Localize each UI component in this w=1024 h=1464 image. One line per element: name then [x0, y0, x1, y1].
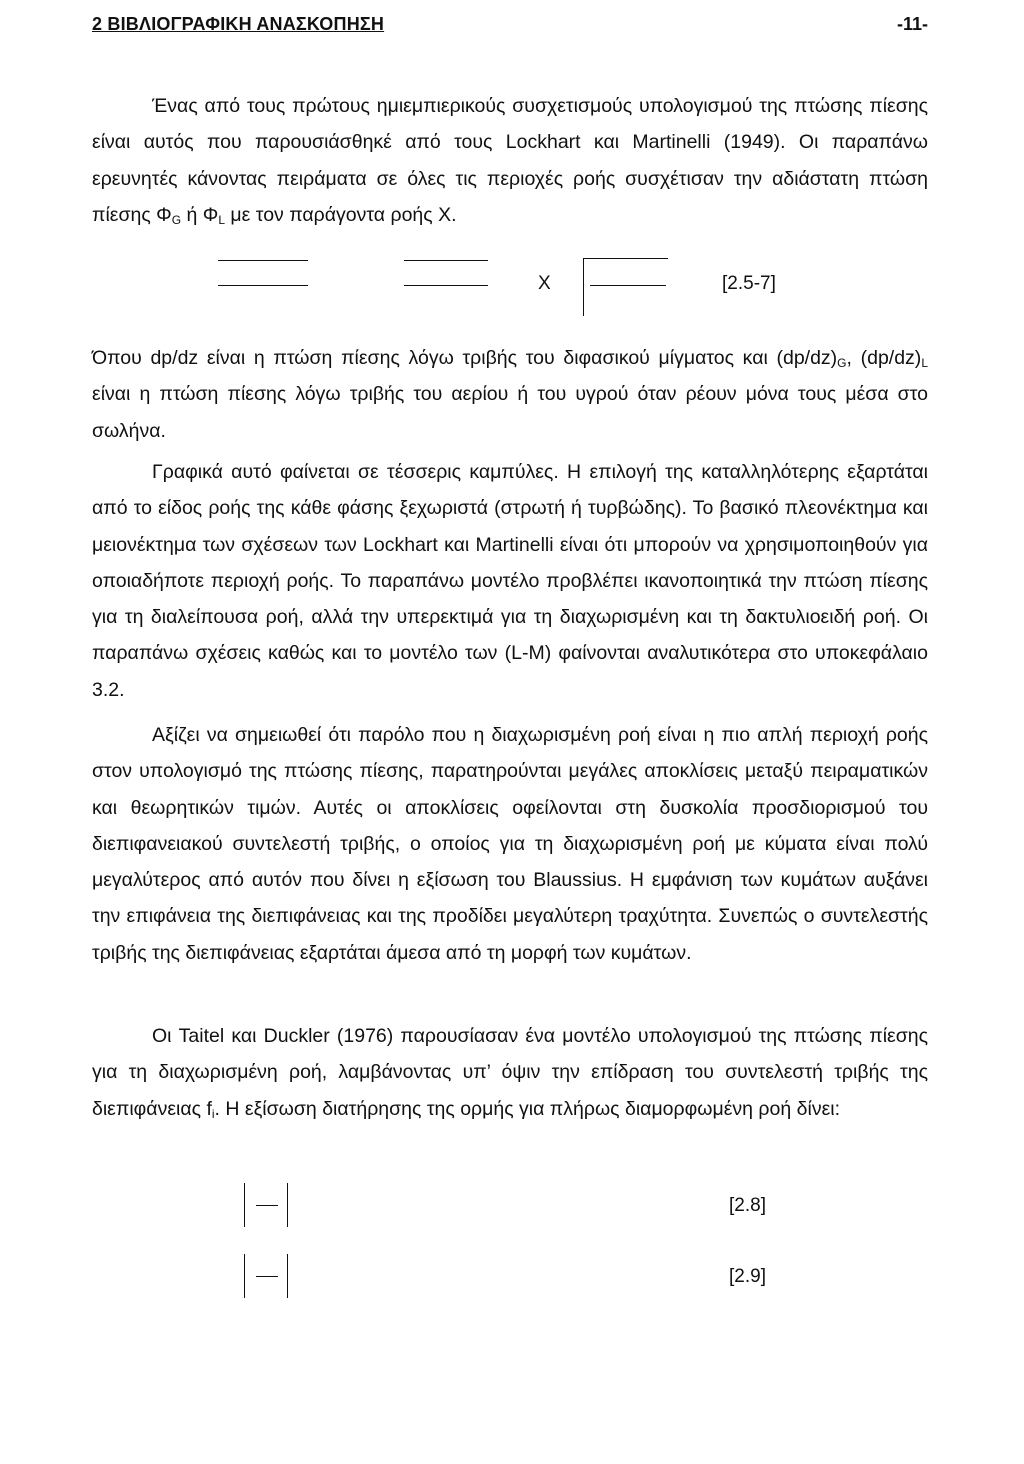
p1-text-c: με τον παράγοντα ροής Χ. [225, 203, 457, 226]
p2-sub-l: L [921, 356, 928, 370]
p2-text-b: , (dp/dz) [846, 347, 922, 369]
paragraph-2 [92, 340, 928, 449]
eq1-symbol: Χ [538, 273, 551, 294]
section-title: 2 ΒΙΒΛΙΟΓΡΑΦΙΚΗ ΑΝΑΣΚΟΠΗΣΗ [92, 14, 385, 34]
p2-sub-g: G [837, 356, 847, 370]
eq2-fraction-bar [256, 1205, 278, 1206]
eq3-fraction-bar [256, 1276, 278, 1277]
eq1-rule-1 [218, 260, 308, 261]
eq1-sqrt-top [583, 258, 668, 259]
p5-text-a: Οι Taitel και Duckler (1976) παρουσίασαν ένα μοντέλο υπολογισμού της πτώσης πίεσης για τη διαχωρισμένη ροή, λαμβάνοντας υπ’ όψιν την επίδραση του συντελεστή τριβής της διεπιφάνειας f [92, 1025, 928, 1120]
page-header [92, 14, 928, 40]
eq1-rule-3 [218, 285, 308, 286]
p2-text-a: Όπου dp/dz είναι η πτώση πίεσης λόγω τριβής του διφασικού μίγματος και (dp/dz) [92, 347, 838, 369]
p2-text-c: είναι η πτώση πίεσης λόγω τριβής του αερίου ή του υγρού όταν ρέουν μόνα τους μέσα στο σωλήνα. [92, 383, 928, 442]
paragraph-3: Γραφικά αυτό φαίνεται σε τέσσερις καμπύλες. Η επιλογή της καταλληλότερης εξαρτάται από το είδος ροής της κάθε φάσης ξεχωριστά (στρωτή ή τυρβώδης). Το βασικό πλεονέκτημα και μειονέκτημα των σχέσεων των Lockhart και Martinelli είναι ότι μπορούν να χρησιμοποιηθούν για οποιαδήποτε περιοχή ροής. Το παραπάνω μοντέλο προβλέπει ικανοποιητικά την πτώση πίεσης για τη διαλείπουσα ροή, αλλά την υπερεκτιμά για τη διαχωρισμένη και τη δακτυλιοειδή ροή. Οι παραπάνω σχέσεις καθώς και το μοντέλο των (L-M) φαίνονται αναλυτικότερα στο υποκεφάλαιο 3.2. [92, 461, 928, 701]
p1-sub-g: G [171, 212, 182, 227]
eq1-rule-2 [404, 260, 488, 261]
eq2-right-bracket [287, 1183, 288, 1227]
eq2-left-bracket [244, 1183, 245, 1227]
eq1-rule-4 [404, 285, 488, 286]
eq1-label: [2.5-7] [722, 273, 776, 294]
eq1-sqrt-rule [590, 285, 666, 286]
p1-text-a: Ένας από τους πρώτους ημιεμπιερικούς συσχετισμούς υπολογισμού της πτώσης πίεσης είναι αυτός που παρουσιάσθηκέ από τους Lockhart και Martinelli (1949). Οι παραπάνω ερευνητές κάνοντας πειράματα σε όλες τις περιοχές ροής συσχέτισαν την αδιάστατη πτώση πίεσης Φ [92, 95, 928, 226]
page-number: -11- [896, 14, 928, 34]
eq3-left-bracket [244, 1254, 245, 1298]
eq2-label: [2.8] [729, 1195, 766, 1216]
paragraph-1 [92, 88, 928, 233]
paragraph-5 [92, 1018, 928, 1127]
eq3-label: [2.9] [729, 1266, 766, 1287]
paragraph-4: Αξίζει να σημειωθεί ότι παρόλο που η διαχωρισμένη ροή είναι η πιο απλή περιοχή ροής στον υπολογισμό της πτώσης πίεσης, παρατηρούνται μεγάλες αποκλίσεις μεταξύ πειραματικών και θεωρητικών τιμών. Αυτές οι αποκλίσεις οφείλονται στη δυσκολία προσδιορισμού του διεπιφανειακού συντελεστή τριβής, ο οποίος για τη διαχωρισμένη ροή με κύματα είναι πολύ μεγαλύτερος από αυτόν που δίνει η εξίσωση του Blaussius. Η εμφάνιση των κυμάτων αυξάνει την επιφάνεια της διεπιφάνειας και της προδίδει μεγαλύτερη τραχύτητα. Συνεπώς ο συντελεστής τριβής της διεπιφάνειας εξαρτάται άμεσα από τη μορφή των κυμάτων. [92, 724, 928, 964]
p1-text-b: ή Φ [181, 203, 219, 226]
p5-text-b: . Η εξίσωση διατήρησης της ορμής για πλήρως διαμορφωμένη ροή δίνει: [214, 1097, 841, 1120]
p5-sub-i: i [211, 1106, 215, 1121]
eq1-sqrt-vertical [583, 258, 584, 316]
p1-sub-l: L [218, 212, 226, 227]
eq3-right-bracket [287, 1254, 288, 1298]
